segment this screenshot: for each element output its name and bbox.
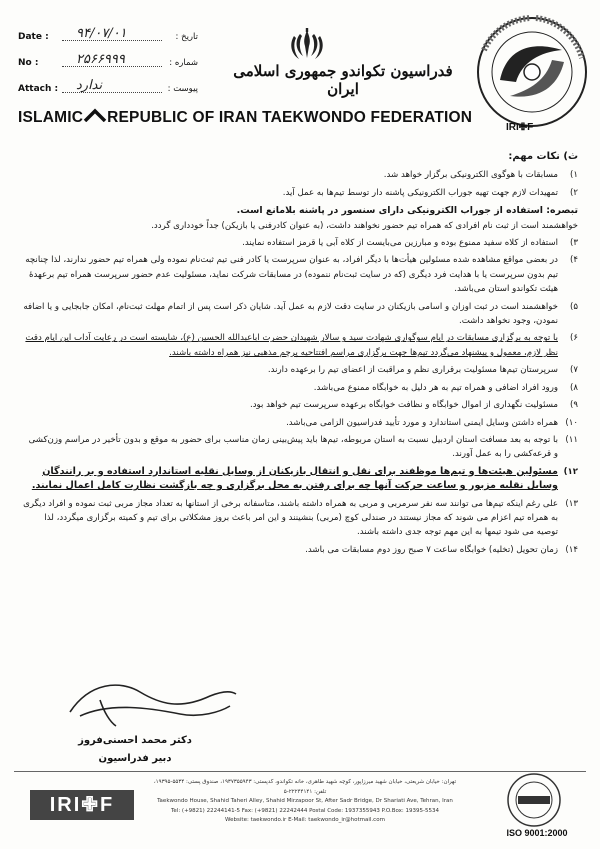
iran-emblem-icon <box>289 28 325 62</box>
letter-meta <box>18 26 198 108</box>
list-item <box>22 433 578 462</box>
item-number: ۲) <box>570 187 578 198</box>
list-item <box>22 331 578 360</box>
signature-scrawl-icon <box>60 672 240 732</box>
list-item <box>22 416 578 430</box>
signatory <box>60 732 210 768</box>
item-text: ورود افراد اضافی و همراه تیم به هر دلیل به خوابگاه ممنوع می‌باشد. <box>313 382 558 393</box>
meta-number-value: ۲۵۶۶۹۹۹ <box>76 52 125 67</box>
item-text: در بعضی مواقع مشاهده شده مسئولین هیأت‌ها با دیگر افراد، به عنوان سرپرست یا کادر فنی تیم ثبت‌نام نموده ولی همراه تیم حضور ندارند، لذا چنانچه تیم بدون سرپرست یا با هدایت فرد دیگری (که در سایت ثبت‌نام ننموده) در مسابقات شرکت نماید، مسئولیت عدم حضور سرپرست همراه تیم برعهدهٔ هیئت تکواندو استان می‌باشد. <box>25 255 558 295</box>
section-heading: ث) نکات مهم: <box>508 151 578 162</box>
meta-number <box>18 52 198 82</box>
item-number: ۱۱) <box>565 434 578 445</box>
chevron-icon <box>83 108 107 127</box>
item-text: مسئولیت نگهداری از اموال خوابگاه و نظافت خوابگاه برعهده سرپرست تیم خواهد بود. <box>250 400 558 411</box>
note-title: تبصره: استفاده از جوراب الکترونیکی دارای سنسور در پاشنه بلامانع است. <box>236 205 578 217</box>
item-number: ۶) <box>570 333 578 344</box>
item-number: ۳) <box>570 238 578 249</box>
logo-wordmark: IRI✙F <box>506 122 534 133</box>
item-number: ۸) <box>570 382 578 393</box>
list-item <box>22 186 578 200</box>
meta-attach-value: ندارد <box>76 78 103 93</box>
meta-number-label: No : <box>18 58 39 68</box>
federation-name-en-right: REPUBLIC OF IRAN TAEKWONDO FEDERATION <box>107 109 473 126</box>
meta-number-label-fa: : شماره <box>169 58 198 68</box>
item-text: علی رغم اینکه تیم‌ها می توانند سه نفر سرمربی و مربی به همراه داشته باشند، متاسفانه برخی از استانها به تعداد مجاز مربی ثبت نموده و افراد دیگری به همراه تیم اعزام می شوند که مجاز نیستند در صندلی کوچ (مربی) بنشینند و این امر باعث بروز مشکلاتی برای تیم و کمیته برگزاری میگردد، لذا توصیه می شود تیمها به این مهم توجه جدی داشته باشند. <box>23 498 558 538</box>
footer-address <box>150 778 460 826</box>
item-text: مسئولین هیئت‌ها و تیم‌ها موظفند برای نقل و انتقال بازیکنان از وسایل نقلیه استاندارد استفاده و بر رانندگان وسایل نقلیه مزبور و ساعت حرکت آنها چه برای رفتن به محل برگزاری و چه بازگشت نظارت کامل اعمال نمایند. <box>31 465 558 492</box>
list-item <box>22 398 578 412</box>
list-item <box>22 253 578 296</box>
list-item <box>22 363 578 377</box>
list-item-emphasis <box>22 465 578 494</box>
footer-divider <box>14 771 586 772</box>
item-number: ۱) <box>570 170 578 181</box>
federation-logo-icon <box>470 10 590 138</box>
meta-attach-label-fa: : پیوست <box>167 84 198 94</box>
item-number: ۴) <box>570 255 578 266</box>
note-text: خواهشمند است از ثبت نام افرادی که همراه تیم حضور نخواهند داشت، (به عنوان کادرفنی یا بازیکن) جداً خودداری گردد. <box>151 220 578 231</box>
federation-name-en <box>18 108 488 127</box>
address-en: Taekwondo House, Shahid Taheri Alley, Shahid Mirzapoor St, After Sadr Bridge, Dr Shariati Ave, Tehran, Iran <box>157 798 453 805</box>
item-text: با توجه به بعد مسافت استان اردبیل نسبت به استان مربوطه، تیم‌ها باید پیش‌بینی زمان مناسب برای حضور به موقع و بدون تأخیر در مراسم وزن‌کشی و قرعه‌کشی را به عمل آورند. <box>28 434 558 460</box>
federation-name-en-left: ISLAMIC <box>18 109 84 126</box>
signatory-name: دکتر محمد احسنی‌فروز <box>78 735 192 746</box>
list-item <box>22 497 578 540</box>
address-fa: تهران: خیابان شریعتی، خیابان شهید میرزاپور، کوچه شهید طاهری، خانه تکواندو، کدپستی: ۱۹۳۷۳۵۵۹۴۳، صندوق پستی: ۵۵۳۴-۱۹۳۹۵، تلفن: ۲۲۲۴۴۱۴۱-۵ <box>153 779 457 795</box>
item-text: همراه داشتن وسایل ایمنی استاندارد و مورد تأیید فدراسیون الزامی می‌باشد. <box>286 417 558 428</box>
meta-date-label-fa: : تاریخ <box>175 32 198 42</box>
item-number: ۱۴) <box>565 544 578 555</box>
meta-attach <box>18 78 198 108</box>
list-item <box>22 543 578 557</box>
item-number: ۱۲) <box>563 466 578 477</box>
item-text: زمان تحویل (تخلیه) خوابگاه ساعت ۷ صبح روز دوم مسابقات می باشد. <box>305 544 558 555</box>
iso-certification-badge-icon <box>506 772 562 828</box>
address-web: Website: taekwondo.ir E-Mail: taekwondo_ir@hotmail.com <box>225 817 385 824</box>
iso-caption: ISO 9001:2000 <box>506 828 568 838</box>
item-text: مسابقات با هوگوی الکترونیکی برگزار خواهد شد. <box>383 170 558 181</box>
meta-date-value: ۹۴/۰۷/۰۱ <box>76 26 127 41</box>
item-text: سرپرستان تیم‌ها مسئولیت برقراری نظم و مراقبت از اعضای تیم را برعهده دارند. <box>267 365 558 376</box>
address-phone: Tel: (+9821) 22244141-5 Fax: (+9821) 22242444 Postal Code: 1937355943 P.O.Box: 19395-5534 <box>170 807 440 814</box>
item-number: ۵) <box>570 301 578 312</box>
list-item <box>22 300 578 329</box>
item-text: تمهیدات لازم جهت تهیه جوراب الکترونیکی پاشنه دار توسط تیم‌ها به عمل آید. <box>282 187 558 198</box>
item-number: ۹) <box>570 400 578 411</box>
list-item <box>22 236 578 250</box>
item-text: خواهشمند است در ثبت اوزان و اسامی بازیکنان در سایت دقت لازم به عمل آید. شایان ذکر است پس از اتمام مهلت ثبت‌نام، امکان جابجایی و یا اضافه نمودن، وجود نخواهد داشت. <box>23 301 558 327</box>
item-text: استفاده از کلاه سفید ممنوع بوده و مبارزین می‌بایست از کلاه آبی یا قرمز استفاده نمایند. <box>242 238 558 249</box>
letter-body <box>22 150 578 560</box>
item-number: ۱۰) <box>565 417 578 428</box>
footer-logo: IRI✙F <box>30 790 134 820</box>
federation-name-fa: فدراسیون تکواندو جمهوری اسلامی ایران <box>233 62 453 98</box>
signatory-title: دبیر فدراسیون <box>98 753 172 764</box>
meta-attach-label: Attach : <box>18 84 59 94</box>
meta-date-label: Date : <box>18 32 49 42</box>
item-number: ۷) <box>570 365 578 376</box>
list-item <box>22 381 578 395</box>
item-text: با توجه به برگزاری مسابقات در ایام سوگواری شهادت سید و سالار شهیدان حضرت اباعبدالله الحسین (ع)، شایسته است در رعایت آداب این ایام دقت نظر لازم، معمول و پیشنهاد می‌گردد تیم‌ها جهت برگزاری مراسم افتتاحیه پرچم مذهبی نیز همراه داشته باشند. <box>25 333 558 358</box>
item-number: ۱۳) <box>565 498 578 509</box>
list-item <box>22 168 578 182</box>
